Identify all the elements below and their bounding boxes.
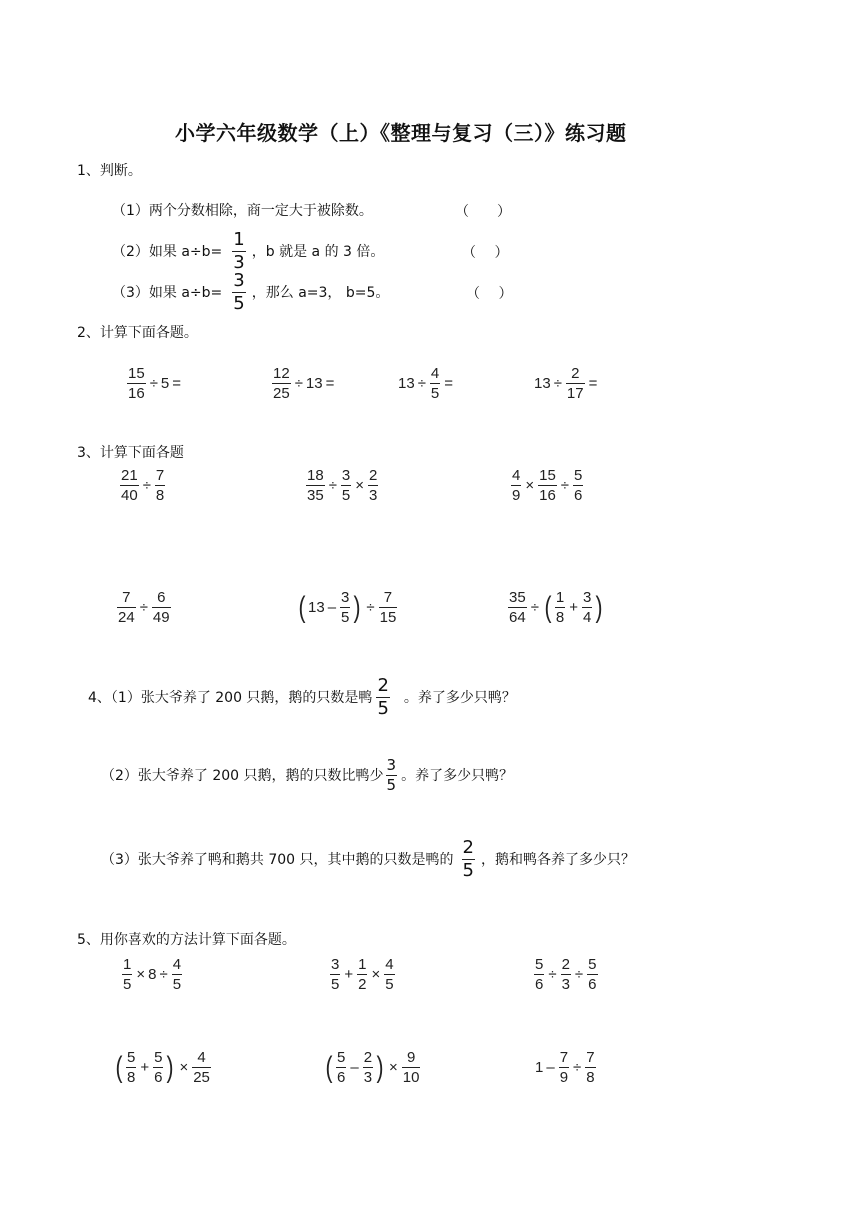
fraction-numerator: 2	[377, 675, 389, 696]
q1-item-3-answer-paren[interactable]: （ ）	[466, 286, 513, 302]
divide-sign: ÷	[560, 477, 570, 494]
fraction-bar	[192, 1067, 211, 1068]
fraction-bar	[357, 974, 367, 975]
q2-heading: 2、计算下面各题。	[77, 325, 198, 341]
equals-sign: =	[444, 375, 454, 392]
q2-expression-3	[398, 366, 456, 401]
q5-row1-expression-1	[121, 957, 183, 992]
fraction-numerator: 3	[331, 956, 340, 973]
fraction-numerator: 4	[385, 956, 394, 973]
fraction-numerator: 5	[127, 1049, 136, 1066]
multiply-sign: ×	[371, 966, 381, 983]
fraction-numerator: 6	[157, 589, 166, 606]
fraction	[126, 1050, 136, 1085]
divide-sign: ÷	[294, 375, 303, 392]
divide-sign: ÷	[574, 966, 584, 983]
fraction-bar	[336, 1067, 346, 1068]
fraction-numerator: 4	[512, 467, 521, 484]
fraction-numerator: 1	[123, 956, 132, 973]
fraction-denominator: 24	[118, 609, 135, 626]
fraction	[357, 957, 367, 992]
fraction-numerator: 2	[369, 467, 378, 484]
q3-row2-expression-2	[296, 590, 398, 625]
fraction-denominator: 6	[535, 976, 544, 993]
q5-row2-expression-2	[323, 1050, 421, 1085]
q2-expression-1	[126, 366, 184, 401]
fraction-numerator: 9	[406, 1049, 416, 1066]
fraction-denominator: 5	[430, 385, 440, 402]
fraction	[341, 468, 351, 503]
fraction-denominator: 6	[588, 976, 597, 993]
fraction-bar	[117, 607, 136, 608]
fraction	[384, 957, 394, 992]
equals-sign: =	[588, 375, 598, 392]
fraction-numerator: 1	[358, 956, 367, 973]
q1-item-1	[112, 201, 373, 221]
fraction	[330, 957, 340, 992]
fraction	[306, 468, 325, 503]
fraction-numerator: 3	[341, 589, 350, 606]
fraction-bar	[384, 974, 394, 975]
fraction	[340, 590, 350, 625]
fraction-bar	[402, 1067, 421, 1068]
fraction-denominator: 6	[154, 1069, 163, 1086]
plus-sign: +	[344, 966, 354, 983]
fraction-numerator: 4	[172, 956, 182, 973]
q4-part-1-text-b: 。养了多少只鸭？	[403, 689, 516, 706]
fraction-numerator: 3	[583, 589, 592, 606]
fraction-denominator: 10	[402, 1069, 420, 1086]
q1-item-3-fraction	[232, 272, 245, 313]
fraction	[192, 1050, 211, 1085]
fraction-denominator: 16	[539, 487, 556, 504]
fraction	[538, 468, 557, 503]
fraction-denominator: 5	[172, 976, 182, 993]
fraction	[561, 957, 571, 992]
q4-part-3-text-b: ，鹅和鸭各养了多少只？	[480, 851, 635, 868]
multiply-sign: ×	[355, 477, 365, 494]
fraction-bar	[559, 1067, 569, 1068]
multiply-sign: ×	[525, 477, 535, 494]
fraction-denominator: 6	[337, 1069, 346, 1086]
fraction	[585, 1050, 595, 1085]
fraction-numerator: 3	[341, 467, 351, 484]
fraction-bar	[122, 974, 132, 975]
q4-part-1-text-a: 4、（1）张大爷养了 200 只鹅，鹅的只数是鸭	[88, 689, 373, 706]
fraction	[430, 366, 440, 401]
fraction-bar	[126, 1067, 136, 1068]
fraction-numerator: 5	[154, 1049, 163, 1066]
divide-sign: ÷	[553, 375, 562, 392]
fraction-numerator: 15	[128, 365, 145, 382]
q1-item-2-text-b: ，b 就是 a 的 3 倍。	[251, 243, 385, 260]
fraction-denominator: 8	[586, 1069, 595, 1086]
multiply-sign: ×	[179, 1059, 189, 1076]
left-parenthesis: (	[298, 590, 306, 624]
fraction-numerator: 5	[535, 956, 544, 973]
fraction-bar	[585, 1067, 595, 1068]
q1-item-3	[112, 272, 389, 313]
fraction-numerator: 2	[363, 1049, 373, 1066]
right-parenthesis: )	[376, 1050, 384, 1084]
fraction-denominator: 5	[341, 609, 350, 626]
divide-sign: ÷	[530, 599, 539, 616]
minus-sign: –	[327, 599, 337, 616]
fraction-bar	[561, 974, 571, 975]
fraction-bar	[566, 383, 585, 384]
fraction-denominator: 5	[341, 487, 351, 504]
fraction-bar	[534, 974, 544, 975]
fraction-denominator: 2	[358, 976, 367, 993]
fraction-numerator: 18	[307, 467, 324, 484]
q5-row1-expression-3	[533, 957, 599, 992]
fraction-denominator: 40	[121, 487, 138, 504]
fraction-denominator: 17	[566, 385, 584, 402]
fraction-denominator: 25	[193, 1069, 210, 1086]
q1-item-3-text-b: ，那么 a=3， b=5。	[251, 284, 390, 301]
fraction	[272, 366, 291, 401]
fraction-bar	[272, 383, 291, 384]
divide-sign: ÷	[548, 966, 557, 983]
fraction-denominator: 64	[509, 609, 526, 626]
equals-sign: =	[172, 375, 182, 392]
q1-item-2	[112, 231, 384, 272]
q1-item-2-fraction	[232, 231, 245, 272]
fraction	[511, 468, 521, 503]
fraction-numerator: 2	[462, 837, 474, 858]
fraction-denominator: 8	[155, 487, 165, 504]
fraction-numerator: 21	[121, 467, 138, 484]
fraction	[573, 468, 583, 503]
fraction-bar	[555, 607, 565, 608]
q4-part-1-fraction	[376, 677, 389, 718]
fraction-bar	[306, 485, 325, 486]
fraction	[379, 590, 398, 625]
fraction-denominator: 4	[583, 609, 592, 626]
fraction-denominator: 3	[363, 1069, 373, 1086]
fraction	[508, 590, 527, 625]
q5-heading: 5、用你喜欢的方法计算下面各题。	[77, 932, 296, 948]
q1-item-2-answer-paren[interactable]: （ ）	[462, 245, 509, 261]
fraction-numerator: 7	[122, 589, 131, 606]
fraction-numerator: 4	[430, 365, 440, 382]
fraction-bar	[330, 974, 340, 975]
q4-part-3-fraction	[462, 839, 475, 880]
q4-part-3	[101, 839, 635, 880]
fraction-denominator: 6	[574, 487, 583, 504]
q4-part-2-text-b: 。养了多少只鸭？	[401, 767, 514, 784]
fraction-bar	[587, 974, 597, 975]
fraction	[555, 590, 565, 625]
number: 13	[398, 375, 415, 392]
q3-row1-expression-1	[119, 468, 166, 503]
fraction-bar	[363, 1067, 373, 1068]
q4-part-2	[101, 758, 513, 793]
fraction	[566, 366, 585, 401]
fraction-bar	[153, 1067, 163, 1068]
right-parenthesis: )	[166, 1050, 174, 1084]
fraction-denominator: 3	[561, 976, 570, 993]
plus-sign: +	[140, 1059, 150, 1076]
fraction-denominator: 5	[462, 860, 474, 881]
q1-item-3-text-a: （3）如果 a÷b=	[112, 284, 223, 301]
number: 13	[534, 375, 551, 392]
fraction-denominator: 5	[123, 976, 132, 993]
fraction-denominator: 5	[385, 976, 394, 993]
divide-sign: ÷	[139, 599, 148, 616]
fraction	[122, 957, 132, 992]
fraction-denominator: 5	[331, 976, 340, 993]
fraction-bar	[573, 485, 583, 486]
divide-sign: ÷	[149, 375, 158, 392]
fraction	[402, 1050, 421, 1085]
divide-sign: ÷	[417, 375, 426, 392]
fraction-denominator: 5	[377, 698, 389, 719]
fraction-denominator: 8	[555, 609, 565, 626]
q3-heading: 3、计算下面各题	[77, 445, 184, 461]
fraction-numerator: 4	[197, 1049, 206, 1066]
fraction	[117, 590, 136, 625]
fraction-denominator: 25	[273, 385, 290, 402]
fraction-denominator: 16	[128, 385, 145, 402]
divide-sign: ÷	[159, 966, 168, 983]
right-parenthesis: )	[595, 590, 603, 624]
fraction	[559, 1050, 569, 1085]
q3-row1-expression-2	[305, 468, 379, 503]
q4-part-2-text-a: （2）张大爷养了 200 只鹅，鹅的只数比鸭少	[101, 767, 384, 784]
fraction-numerator: 5	[337, 1049, 346, 1066]
fraction-denominator: 9	[559, 1069, 569, 1086]
q1-item-1-text: （1）两个分数相除，商一定大于被除数。	[112, 203, 373, 219]
q3-row1-expression-3	[510, 468, 584, 503]
number: 8	[148, 966, 157, 983]
number: 1	[535, 1059, 544, 1076]
fraction-bar	[368, 485, 378, 486]
q1-item-1-answer-paren[interactable]: （ ）	[455, 204, 511, 220]
fraction-denominator: 15	[379, 609, 397, 626]
fraction-numerator: 1	[233, 229, 245, 250]
fraction-numerator: 35	[509, 589, 526, 606]
fraction	[582, 590, 592, 625]
fraction	[336, 1050, 346, 1085]
right-parenthesis: )	[353, 590, 361, 624]
fraction-bar	[120, 485, 139, 486]
fraction-bar	[430, 383, 440, 384]
fraction-denominator: 49	[152, 609, 170, 626]
fraction	[534, 957, 544, 992]
fraction-numerator: 2	[571, 365, 580, 382]
number: 13	[308, 599, 325, 616]
left-parenthesis: (	[544, 590, 552, 624]
left-parenthesis: (	[115, 1050, 123, 1084]
divide-sign: ÷	[142, 477, 151, 494]
fraction-denominator: 35	[307, 487, 324, 504]
number: 13	[305, 375, 323, 392]
fraction-bar	[341, 485, 351, 486]
fraction-numerator: 12	[273, 365, 290, 382]
q4-part-2-fraction	[386, 758, 398, 793]
divide-sign: ÷	[573, 1059, 582, 1076]
fraction-denominator: 5	[386, 776, 397, 794]
fraction-numerator: 5	[588, 956, 597, 973]
left-parenthesis: (	[325, 1050, 333, 1084]
q4-part-3-text-a: （3）张大爷养了鸭和鹅共 700 只，其中鹅的只数是鸭的	[101, 851, 454, 868]
fraction-bar	[379, 607, 398, 608]
q5-row1-expression-2	[329, 957, 396, 992]
fraction-bar	[511, 485, 521, 486]
fraction-numerator: 7	[383, 589, 393, 606]
fraction-bar	[155, 485, 165, 486]
page-title: 小学六年级数学（上）《整理与复习（三）》练习题	[175, 121, 627, 145]
fraction-numerator: 7	[155, 467, 165, 484]
fraction-numerator: 7	[586, 1049, 595, 1066]
fraction-bar	[508, 607, 527, 608]
fraction-numerator: 7	[559, 1049, 569, 1066]
fraction-bar	[582, 607, 592, 608]
q1-heading: 1、判断。	[77, 163, 142, 179]
fraction	[368, 468, 378, 503]
fraction-bar	[152, 607, 171, 608]
q3-row2-expression-1	[116, 590, 172, 625]
equals-sign: =	[325, 375, 335, 392]
fraction	[152, 590, 171, 625]
fraction-numerator: 3	[233, 270, 245, 291]
fraction	[127, 366, 146, 401]
fraction-denominator: 9	[512, 487, 521, 504]
fraction-denominator: 5	[233, 293, 245, 314]
divide-sign: ÷	[366, 599, 375, 616]
fraction-denominator: 3	[233, 252, 245, 273]
fraction-numerator: 15	[539, 467, 556, 484]
fraction-bar	[127, 383, 146, 384]
q5-row2-expression-3	[535, 1050, 597, 1085]
q4-part-1	[88, 677, 516, 718]
multiply-sign: ×	[136, 966, 146, 983]
fraction	[172, 957, 182, 992]
fraction-bar	[340, 607, 350, 608]
fraction	[363, 1050, 373, 1085]
q2-expression-4	[534, 366, 600, 401]
fraction-denominator: 3	[369, 487, 378, 504]
fraction-numerator: 5	[574, 467, 583, 484]
q2-expression-2	[271, 366, 337, 401]
number: 5	[160, 375, 170, 392]
q5-row2-expression-1	[113, 1050, 212, 1085]
fraction-denominator: 8	[127, 1069, 136, 1086]
fraction-bar	[538, 485, 557, 486]
q3-row2-expression-3	[507, 590, 605, 625]
fraction	[587, 957, 597, 992]
fraction	[120, 468, 139, 503]
multiply-sign: ×	[389, 1059, 398, 1076]
divide-sign: ÷	[328, 477, 337, 494]
minus-sign: –	[350, 1059, 359, 1076]
fraction	[155, 468, 165, 503]
fraction-numerator: 1	[555, 589, 565, 606]
fraction	[153, 1050, 163, 1085]
plus-sign: +	[569, 599, 579, 616]
fraction-bar	[172, 974, 182, 975]
minus-sign: –	[546, 1059, 555, 1076]
fraction-numerator: 3	[386, 756, 397, 774]
q1-item-2-text-a: （2）如果 a÷b=	[112, 243, 223, 260]
fraction-numerator: 2	[561, 956, 570, 973]
